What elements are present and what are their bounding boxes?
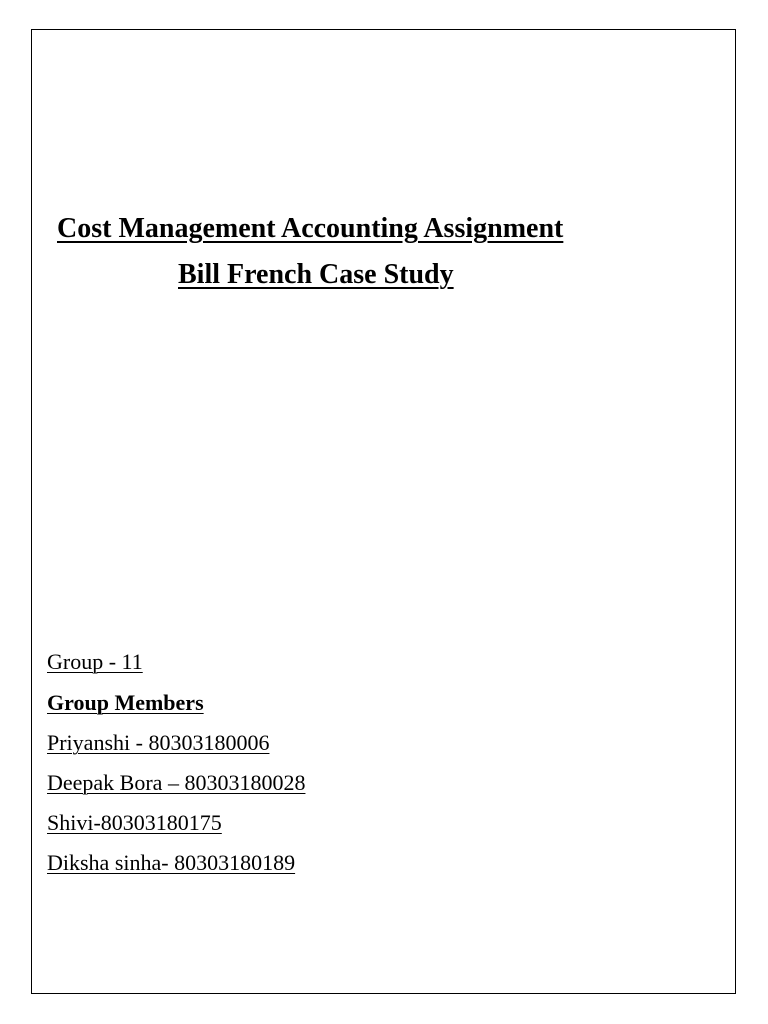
- member-item: Shivi-80303180175: [47, 810, 222, 835]
- document-subtitle: Bill French Case Study: [178, 259, 454, 290]
- member-item: Diksha sinha- 80303180189: [47, 850, 296, 875]
- document-title: Cost Management Accounting Assignment: [57, 213, 564, 244]
- group-label: Group - 11: [47, 649, 143, 674]
- member-item: Priyanshi - 80303180006: [47, 730, 270, 755]
- members-heading: Group Members: [47, 690, 204, 715]
- member-item: Deepak Bora – 80303180028: [47, 770, 306, 795]
